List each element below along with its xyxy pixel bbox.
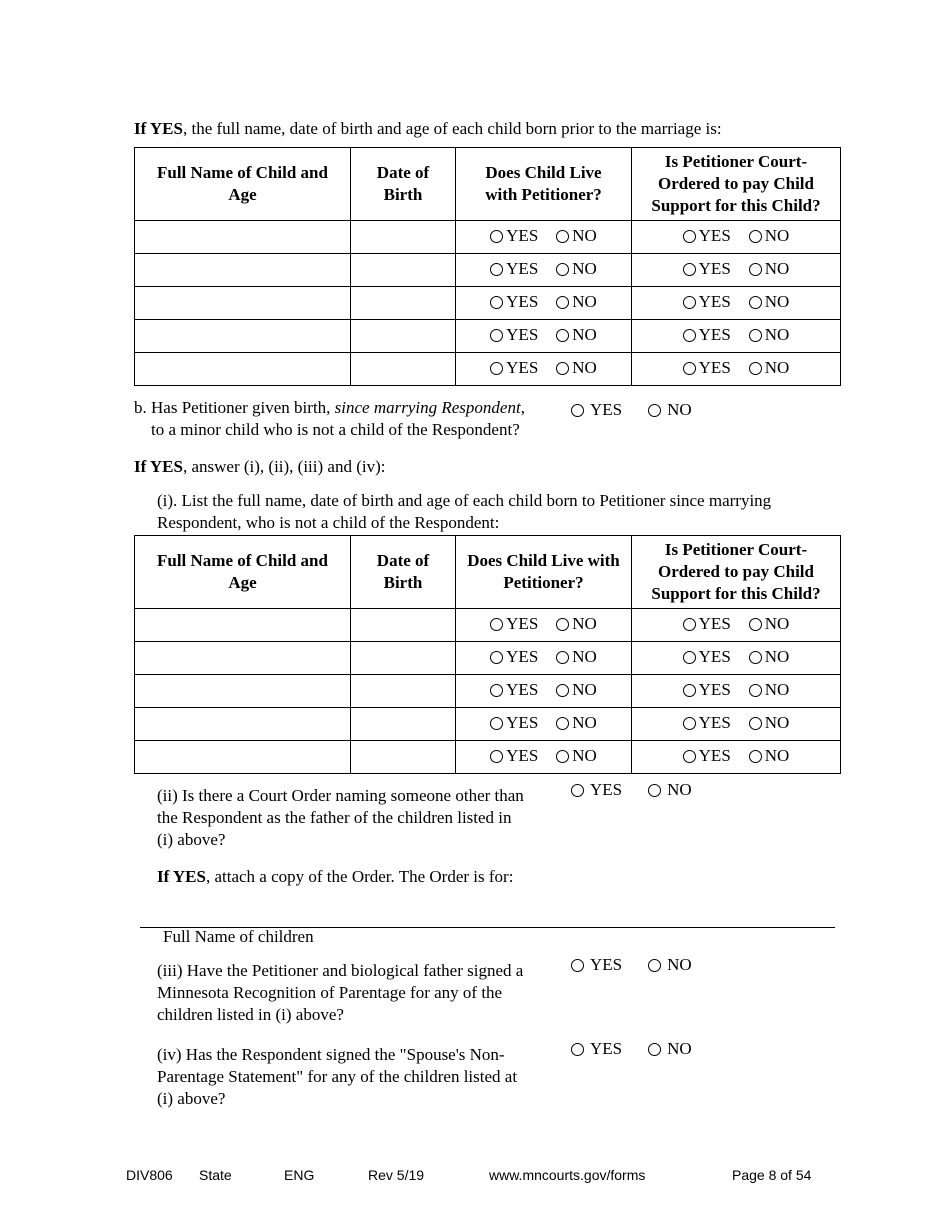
radio-circle-icon xyxy=(571,784,584,797)
child-support-yes-no xyxy=(683,294,790,313)
radio-circle-icon xyxy=(490,651,503,664)
date-of-birth-cell[interactable] xyxy=(351,708,456,741)
lives-with-cell xyxy=(456,254,632,287)
radio-circle-icon xyxy=(683,263,696,276)
radio-circle-icon xyxy=(571,959,584,972)
yes-label: YES xyxy=(698,647,731,667)
radio-circle-icon xyxy=(683,362,696,375)
question-iv-line: (i) above? xyxy=(157,1089,226,1108)
yes-label: YES xyxy=(506,259,539,279)
radio-circle-icon xyxy=(683,329,696,342)
lives-with-yes-no xyxy=(490,748,597,767)
no-label: NO xyxy=(764,614,790,634)
lives-with-no-radio[interactable] xyxy=(556,226,597,246)
question-i-line1: (i). List the full name, date of birth and age of each child born to Petitioner since marrying xyxy=(157,491,772,510)
lives-with-yes-radio[interactable] xyxy=(490,358,538,378)
footer-language: ENG xyxy=(284,1167,315,1183)
question-ii-no-radio[interactable] xyxy=(648,779,692,801)
yes-label: YES xyxy=(506,614,539,634)
radio-circle-icon xyxy=(648,959,661,972)
table-row xyxy=(135,287,841,320)
child-name-cell[interactable] xyxy=(135,287,351,320)
lives-with-yes-no xyxy=(490,261,597,280)
radio-circle-icon xyxy=(749,717,762,730)
question-iv-options xyxy=(571,1038,692,1060)
footer-state: State xyxy=(199,1167,232,1183)
lives-with-yes-no xyxy=(490,682,597,701)
yes-label: YES xyxy=(698,713,731,733)
question-iv-line: Parentage Statement" for any of the children listed at xyxy=(157,1067,518,1086)
date-of-birth-cell[interactable] xyxy=(351,642,456,675)
radio-circle-icon xyxy=(683,717,696,730)
radio-circle-icon xyxy=(749,362,762,375)
child-name-cell[interactable] xyxy=(135,254,351,287)
child-support-cell xyxy=(632,642,841,675)
child-support-yes-no xyxy=(683,616,790,635)
no-label: NO xyxy=(572,259,597,279)
lives-with-yes-no xyxy=(490,360,597,379)
radio-circle-icon xyxy=(490,618,503,631)
no-label: NO xyxy=(572,226,597,246)
radio-circle-icon xyxy=(556,230,569,243)
child-name-cell[interactable] xyxy=(135,353,351,386)
child-support-yes-no xyxy=(683,228,790,247)
child-support-yes-no xyxy=(683,715,790,734)
child-name-cell[interactable] xyxy=(135,675,351,708)
no-label: NO xyxy=(667,780,692,799)
lives-with-cell xyxy=(456,221,632,254)
no-label: NO xyxy=(572,680,597,700)
footer-revision: Rev 5/19 xyxy=(368,1167,425,1183)
child-support-no-radio[interactable] xyxy=(749,614,790,634)
lives-with-cell xyxy=(456,609,632,642)
radio-circle-icon xyxy=(556,684,569,697)
radio-circle-icon xyxy=(556,362,569,375)
if-yes-bold: If YES xyxy=(134,119,183,138)
yes-label: YES xyxy=(590,780,623,799)
no-label: NO xyxy=(764,325,790,345)
full-name-of-children-label: Full Name of children xyxy=(163,927,314,946)
lives-with-yes-radio[interactable] xyxy=(490,713,538,733)
table-row xyxy=(135,708,841,741)
yes-label: YES xyxy=(506,325,539,345)
lives-with-yes-no xyxy=(490,715,597,734)
radio-circle-icon xyxy=(749,618,762,631)
no-label: NO xyxy=(764,713,790,733)
radio-circle-icon xyxy=(556,651,569,664)
radio-circle-icon xyxy=(648,1043,661,1056)
yes-label: YES xyxy=(698,292,731,312)
child-support-yes-radio[interactable] xyxy=(683,259,731,279)
yes-label: YES xyxy=(698,226,731,246)
child-support-no-radio[interactable] xyxy=(749,259,790,279)
radio-circle-icon xyxy=(556,618,569,631)
radio-circle-icon xyxy=(683,230,696,243)
child-support-yes-radio[interactable] xyxy=(683,292,731,312)
child-support-yes-radio[interactable] xyxy=(683,680,731,700)
yes-label: YES xyxy=(506,358,539,378)
lives-with-cell xyxy=(456,708,632,741)
lives-with-no-radio[interactable] xyxy=(556,614,597,634)
question-iii-options xyxy=(571,954,692,976)
radio-circle-icon xyxy=(749,263,762,276)
no-label: NO xyxy=(572,746,597,766)
radio-circle-icon xyxy=(749,750,762,763)
child-support-no-radio[interactable] xyxy=(749,325,790,345)
lives-with-cell xyxy=(456,642,632,675)
yes-label: YES xyxy=(698,358,731,378)
table-row xyxy=(135,254,841,287)
radio-circle-icon xyxy=(683,618,696,631)
child-support-yes-no xyxy=(683,682,790,701)
lives-with-no-radio[interactable] xyxy=(556,292,597,312)
lives-with-no-radio[interactable] xyxy=(556,325,597,345)
lives-with-yes-radio[interactable] xyxy=(490,226,538,246)
child-support-yes-radio[interactable] xyxy=(683,614,731,634)
question-iv-no-radio[interactable] xyxy=(648,1038,692,1060)
child-support-cell xyxy=(632,609,841,642)
no-label: NO xyxy=(572,358,597,378)
child-support-yes-radio[interactable] xyxy=(683,647,731,667)
footer-page-number: Page 8 of 54 xyxy=(732,1167,812,1183)
child-support-yes-radio[interactable] xyxy=(683,325,731,345)
child-support-cell xyxy=(632,708,841,741)
lives-with-no-radio[interactable] xyxy=(556,680,597,700)
question-b-text-a: b. Has Petitioner given birth, xyxy=(134,398,335,417)
question-b-text-b: , xyxy=(520,398,525,417)
child-name-cell[interactable] xyxy=(135,320,351,353)
no-label: NO xyxy=(764,746,790,766)
question-i-line2: Respondent, who is not a child of the Respondent: xyxy=(157,513,500,532)
child-support-cell xyxy=(632,221,841,254)
yes-label: YES xyxy=(698,259,731,279)
no-label: NO xyxy=(764,680,790,700)
table-row xyxy=(135,221,841,254)
table-row xyxy=(135,609,841,642)
question-iv-yes-radio[interactable] xyxy=(571,1038,622,1060)
radio-circle-icon xyxy=(556,296,569,309)
attach-order-text xyxy=(157,866,513,888)
children-since-marriage-table xyxy=(134,535,841,774)
no-label: NO xyxy=(764,226,790,246)
date-of-birth-cell[interactable] xyxy=(351,254,456,287)
radio-circle-icon xyxy=(648,784,661,797)
child-support-cell xyxy=(632,741,841,774)
lives-with-yes-radio[interactable] xyxy=(490,259,538,279)
radio-circle-icon xyxy=(556,329,569,342)
child-support-yes-radio[interactable] xyxy=(683,226,731,246)
radio-circle-icon xyxy=(749,296,762,309)
no-label: NO xyxy=(764,647,790,667)
question-ii-yes-radio[interactable] xyxy=(571,779,622,801)
lives-with-no-radio[interactable] xyxy=(556,259,597,279)
child-support-yes-radio[interactable] xyxy=(683,746,731,766)
date-of-birth-cell[interactable] xyxy=(351,609,456,642)
radio-circle-icon xyxy=(556,750,569,763)
header-date-of-birth: Date of Birth xyxy=(351,148,456,221)
table-header-row xyxy=(135,148,841,221)
radio-circle-icon xyxy=(490,296,503,309)
yes-label: YES xyxy=(590,400,623,419)
yes-label: YES xyxy=(506,713,539,733)
yes-label: YES xyxy=(590,1039,623,1058)
radio-circle-icon xyxy=(490,263,503,276)
lives-with-cell xyxy=(456,675,632,708)
children-before-marriage-table xyxy=(134,147,841,386)
lives-with-cell xyxy=(456,320,632,353)
table-row xyxy=(135,741,841,774)
table-header-row xyxy=(135,536,841,609)
no-label: NO xyxy=(764,292,790,312)
header-full-name: Full Name of Child and Age xyxy=(135,148,351,221)
yes-label: YES xyxy=(506,647,539,667)
if-yes-bold: If YES xyxy=(134,457,183,476)
question-iv xyxy=(157,1044,517,1110)
child-support-no-radio[interactable] xyxy=(749,292,790,312)
footer-form-number: DIV806 xyxy=(126,1167,173,1183)
radio-circle-icon xyxy=(749,230,762,243)
question-ii-line: (ii) Is there a Court Order naming someone other than xyxy=(157,786,524,805)
question-ii-line: the Respondent as the father of the children listed in xyxy=(157,808,512,827)
lives-with-yes-radio[interactable] xyxy=(490,292,538,312)
child-support-cell xyxy=(632,254,841,287)
header-child-support: Is Petitioner Court-Ordered to pay Child Support for this Child? xyxy=(632,536,841,609)
intro-text xyxy=(134,118,722,140)
if-yes-bold: If YES xyxy=(157,867,206,886)
no-label: NO xyxy=(572,325,597,345)
child-support-no-radio[interactable] xyxy=(749,713,790,733)
child-name-cell[interactable] xyxy=(135,609,351,642)
lives-with-yes-no xyxy=(490,616,597,635)
yes-label: YES xyxy=(698,746,731,766)
no-label: NO xyxy=(572,647,597,667)
radio-circle-icon xyxy=(749,329,762,342)
radio-circle-icon xyxy=(490,750,503,763)
table-row xyxy=(135,675,841,708)
question-iii-line: (iii) Have the Petitioner and biological father signed a xyxy=(157,961,524,980)
lives-with-yes-radio[interactable] xyxy=(490,746,538,766)
question-b-yes-radio[interactable] xyxy=(571,399,622,421)
no-label: NO xyxy=(667,400,692,419)
child-name-cell[interactable] xyxy=(135,708,351,741)
child-support-cell xyxy=(632,320,841,353)
question-iii xyxy=(157,960,523,1026)
question-iii-no-radio[interactable] xyxy=(648,954,692,976)
date-of-birth-cell[interactable] xyxy=(351,287,456,320)
lives-with-yes-no xyxy=(490,649,597,668)
lives-with-no-radio[interactable] xyxy=(556,358,597,378)
yes-label: YES xyxy=(506,746,539,766)
radio-circle-icon xyxy=(490,329,503,342)
header-lives-with: Does Child Live with Petitioner? xyxy=(456,148,632,221)
header-date-of-birth: Date of Birth xyxy=(351,536,456,609)
lives-with-yes-radio[interactable] xyxy=(490,680,538,700)
yes-label: YES xyxy=(506,680,539,700)
child-support-no-radio[interactable] xyxy=(749,226,790,246)
attach-rest: , attach a copy of the Order. The Order is for: xyxy=(205,867,514,886)
yes-label: YES xyxy=(506,226,539,246)
child-support-yes-radio[interactable] xyxy=(683,358,731,378)
child-name-cell[interactable] xyxy=(135,741,351,774)
child-support-yes-no xyxy=(683,360,790,379)
lives-with-yes-radio[interactable] xyxy=(490,647,538,667)
question-iii-line: children listed in (i) above? xyxy=(157,1005,344,1024)
radio-circle-icon xyxy=(648,404,661,417)
date-of-birth-cell[interactable] xyxy=(351,221,456,254)
child-support-cell xyxy=(632,675,841,708)
question-b-line2: to a minor child who is not a child of the Respondent? xyxy=(151,420,520,439)
radio-circle-icon xyxy=(556,263,569,276)
radio-circle-icon xyxy=(490,684,503,697)
table-row xyxy=(135,320,841,353)
lives-with-yes-no xyxy=(490,294,597,313)
question-b-line1 xyxy=(134,397,525,419)
child-name-cell[interactable] xyxy=(135,642,351,675)
header-lives-with: Does Child Live with Petitioner? xyxy=(456,536,632,609)
child-support-cell xyxy=(632,287,841,320)
radio-circle-icon xyxy=(683,750,696,763)
date-of-birth-cell[interactable] xyxy=(351,353,456,386)
lives-with-cell xyxy=(456,353,632,386)
intro-rest: , the full name, date of birth and age of each child born prior to the marriage is: xyxy=(182,119,722,138)
header-child-support: Is Petitioner Court-Ordered to pay Child Support for this Child? xyxy=(632,148,841,221)
no-label: NO xyxy=(572,614,597,634)
no-label: NO xyxy=(764,358,790,378)
if-yes-answer-text xyxy=(134,456,385,478)
yes-label: YES xyxy=(698,325,731,345)
radio-circle-icon xyxy=(749,651,762,664)
if-yes-rest: , answer (i), (ii), (iii) and (iv): xyxy=(182,457,386,476)
lives-with-no-radio[interactable] xyxy=(556,713,597,733)
radio-circle-icon xyxy=(683,651,696,664)
radio-circle-icon xyxy=(490,230,503,243)
question-iv-line: (iv) Has the Respondent signed the "Spouse's Non- xyxy=(157,1045,505,1064)
date-of-birth-cell[interactable] xyxy=(351,320,456,353)
question-ii-line: (i) above? xyxy=(157,830,226,849)
no-label: NO xyxy=(572,713,597,733)
question-ii xyxy=(157,785,524,851)
yes-label: YES xyxy=(506,292,539,312)
lives-with-no-radio[interactable] xyxy=(556,647,597,667)
date-of-birth-cell[interactable] xyxy=(351,675,456,708)
lives-with-yes-no xyxy=(490,327,597,346)
child-support-cell xyxy=(632,353,841,386)
yes-label: YES xyxy=(698,614,731,634)
question-b-italic: since marrying Respondent xyxy=(334,398,521,417)
footer-url[interactable]: www.mncourts.gov/forms xyxy=(489,1167,646,1183)
radio-circle-icon xyxy=(490,717,503,730)
table-row xyxy=(135,642,841,675)
radio-circle-icon xyxy=(556,717,569,730)
no-label: NO xyxy=(667,955,692,974)
child-support-yes-radio[interactable] xyxy=(683,713,731,733)
yes-label: YES xyxy=(590,955,623,974)
child-support-no-radio[interactable] xyxy=(749,358,790,378)
no-label: NO xyxy=(667,1039,692,1058)
child-name-cell[interactable] xyxy=(135,221,351,254)
question-ii-options xyxy=(571,779,692,801)
child-support-no-radio[interactable] xyxy=(749,680,790,700)
child-support-yes-no xyxy=(683,327,790,346)
radio-circle-icon xyxy=(683,684,696,697)
lives-with-yes-no xyxy=(490,228,597,247)
table-row xyxy=(135,353,841,386)
lives-with-no-radio[interactable] xyxy=(556,746,597,766)
question-b-no-radio[interactable] xyxy=(648,399,692,421)
no-label: NO xyxy=(764,259,790,279)
child-support-yes-no xyxy=(683,261,790,280)
question-b-options xyxy=(571,399,692,421)
radio-circle-icon xyxy=(571,1043,584,1056)
radio-circle-icon xyxy=(571,404,584,417)
child-support-no-radio[interactable] xyxy=(749,647,790,667)
header-full-name: Full Name of Child and Age xyxy=(135,536,351,609)
child-support-yes-no xyxy=(683,748,790,767)
lives-with-cell xyxy=(456,741,632,774)
no-label: NO xyxy=(572,292,597,312)
child-support-yes-no xyxy=(683,649,790,668)
radio-circle-icon xyxy=(683,296,696,309)
date-of-birth-cell[interactable] xyxy=(351,741,456,774)
radio-circle-icon xyxy=(490,362,503,375)
lives-with-yes-radio[interactable] xyxy=(490,325,538,345)
question-iii-line: Minnesota Recognition of Parentage for any of the xyxy=(157,983,503,1002)
radio-circle-icon xyxy=(749,684,762,697)
child-support-no-radio[interactable] xyxy=(749,746,790,766)
lives-with-cell xyxy=(456,287,632,320)
lives-with-yes-radio[interactable] xyxy=(490,614,538,634)
question-iii-yes-radio[interactable] xyxy=(571,954,622,976)
yes-label: YES xyxy=(698,680,731,700)
